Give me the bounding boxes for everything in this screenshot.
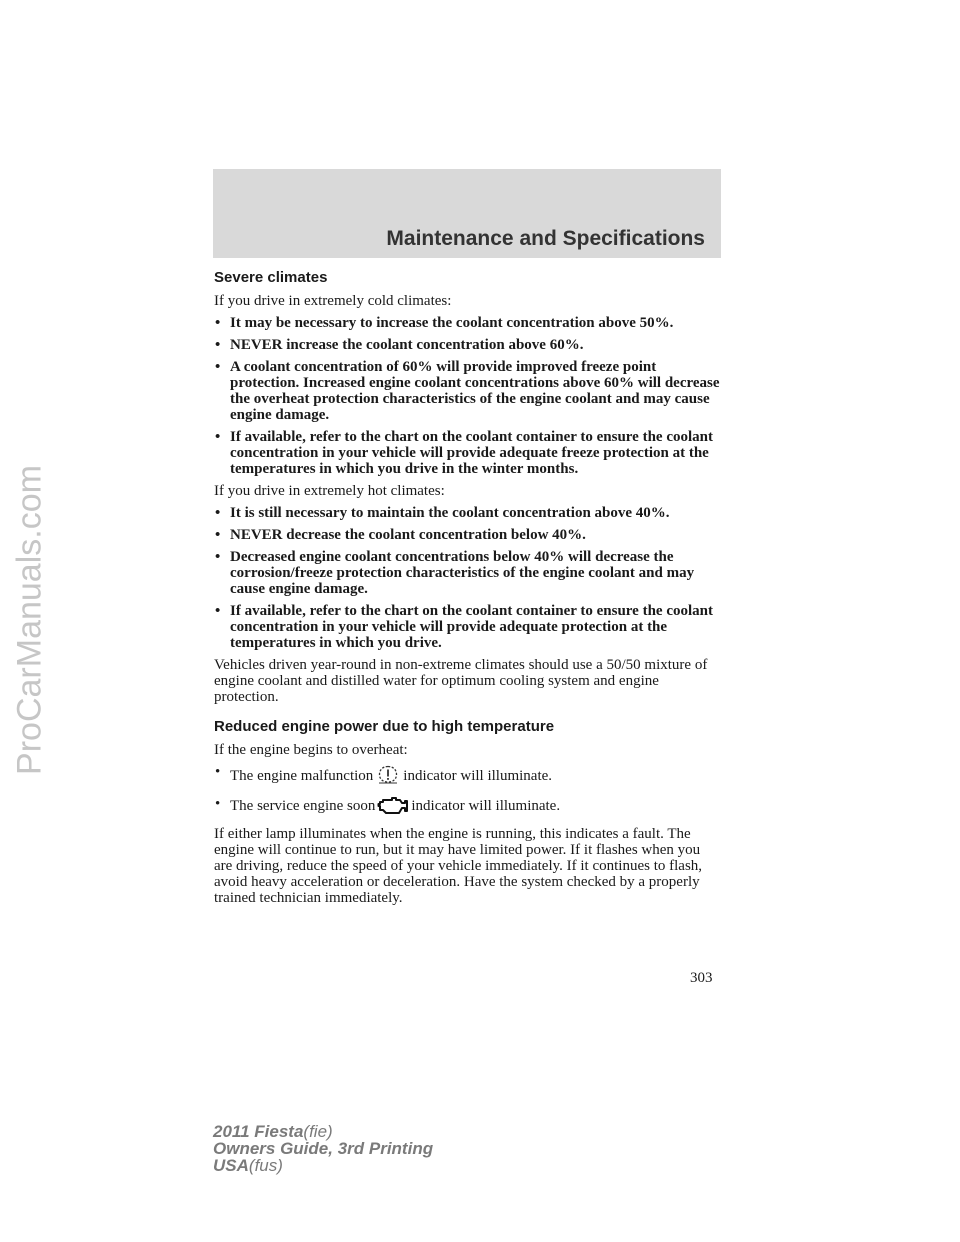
engine-malfunction-icon [375,764,401,790]
section-title: Maintenance and Specifications [386,227,705,250]
page-number: 303 [690,970,713,986]
non-extreme-climates-paragraph: Vehicles driven year-round in non-extreme climates should use a 50/50 mixture of engine coolant and distilled water for optimum cooling system and engine protection. [214,657,708,705]
list-item: • If available, refer to the chart on the coolant container to ensure the coolant concentration in your vehicle will provide adequate protection at the temperatures in which you drive. [214,603,720,651]
severe-climates-heading: Severe climates [214,269,328,286]
list-item: • A coolant concentration of 60% will provide improved freeze point protection. Increased engine coolant concentrations above 60% will decrease the overheat protection characteristics of the engine coolant and may cause engine damage. [214,359,720,423]
footer-market-code: (fus) [248,1156,283,1175]
print-footer [213,1123,433,1174]
list-item-text-after: indicator will illuminate. [411,798,561,814]
section-header-band [213,169,721,258]
list-item: • NEVER increase the coolant concentration above 60%. [214,337,720,353]
cold-climates-list [214,315,720,477]
footer-printing: Owners Guide, 3rd Printing [213,1139,434,1158]
list-item: • NEVER decrease the coolant concentration below 40%. [214,527,720,543]
watermark [4,290,56,950]
list-item: • Decreased engine coolant concentrations below 40% will decrease the corrosion/freeze protection characteristics of the engine coolant and may cause engine damage. [214,549,720,597]
list-item-text-after: indicator will illuminate. [403,768,553,784]
list-item: • If available, refer to the chart on the coolant container to ensure the coolant concentration in your vehicle will provide adequate freeze protection at the temperatures in which you drive in the winter months. [214,429,720,477]
list-item: • It is still necessary to maintain the coolant concentration above 40%. [214,505,720,521]
list-item-text-before: The engine malfunction [230,768,374,784]
watermark-text: ProCarManuals.com [10,465,49,775]
list-item-text-before: The service engine soon [230,798,376,814]
reduced-power-heading: Reduced engine power due to high temperature [214,718,555,735]
cold-climates-intro: If you drive in extremely cold climates: [214,293,452,309]
footer-market: USA [213,1156,249,1175]
service-engine-soon-icon [377,796,409,820]
overheat-indicator-list [214,764,720,820]
page-content [214,270,720,912]
overheat-intro: If the engine begins to overheat: [214,742,408,758]
list-item: • It may be necessary to increase the coolant concentration above 50%. [214,315,720,331]
hot-climates-intro: If you drive in extremely hot climates: [214,483,445,499]
footer-model-code: (fie) [303,1122,333,1141]
hot-climates-list [214,505,720,651]
list-item [214,764,720,790]
list-item [214,796,720,820]
footer-model: 2011 Fiesta [213,1122,304,1141]
lamp-fault-paragraph: If either lamp illuminates when the engine is running, this indicates a fault. The engine will continue to run, but it may have limited power. If it flashes when you are driving, reduce the speed of your vehicle immediately. If it continues to flash, avoid heavy acceleration or deceleration. Have the system checked by a properly trained technician immediately. [214,826,703,906]
